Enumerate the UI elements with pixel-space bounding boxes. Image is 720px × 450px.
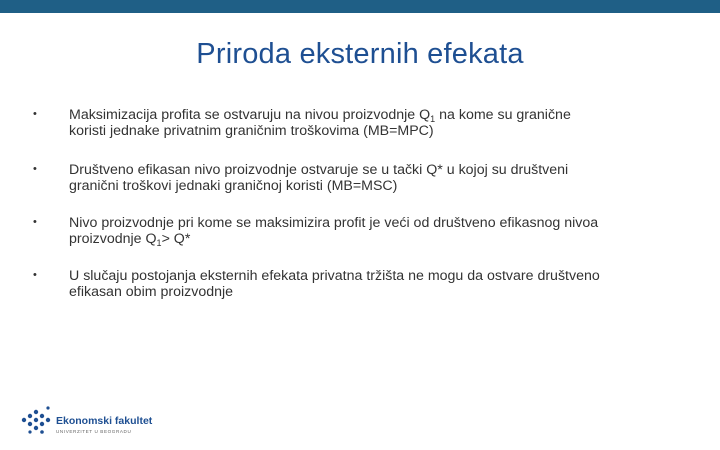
subscript: 1: [156, 238, 162, 248]
bullet-text-part: Maksimizacija profita se ostvaruju na nivou proizvodnje Q: [69, 107, 431, 123]
bullet-marker: •: [33, 216, 37, 228]
bullet-text: [69, 107, 684, 139]
bullet-text-part: > Q*: [161, 231, 191, 247]
bullet-text: [69, 215, 684, 247]
bullet-text: [69, 162, 684, 194]
bullet-marker: •: [33, 108, 37, 120]
dot-pattern-icon: [22, 406, 50, 433]
bullet-text-part: Nivo proizvodnje pri kome se maksimizira profit je veći od društveno efikasnog nivoa: [69, 215, 599, 231]
bullet-text-part: na kome su granične: [435, 107, 571, 123]
subscript: 1: [430, 114, 436, 124]
bullet-marker: •: [33, 269, 37, 281]
bullet-text-part: efikasan obim proizvodnje: [69, 284, 234, 300]
bullet-text-part: koristi jednake privatnim graničnim troškovima (MB=MPC): [69, 123, 434, 139]
bullet-text-part: U slučaju postojanja eksternih efekata privatna tržišta ne mogu da ostvare društveno: [69, 268, 600, 284]
bullet-text-part: granični troškovi jednaki graničnoj koristi (MB=MSC): [69, 178, 398, 194]
logo-subtitle: UNIVERZITET U BEOGRADU: [56, 429, 132, 434]
bullet-text-part: Društveno efikasan nivo proizvodnje ostvaruje se u tački Q* u kojoj su društveni: [69, 162, 569, 178]
bullet-text-part: proizvodnje Q: [69, 231, 157, 247]
bullet-marker: •: [33, 163, 37, 175]
slide-title: Priroda eksternih efekata: [196, 38, 524, 70]
logo-name: Ekonomski fakultet: [56, 415, 153, 427]
bullet-text: [69, 268, 684, 300]
